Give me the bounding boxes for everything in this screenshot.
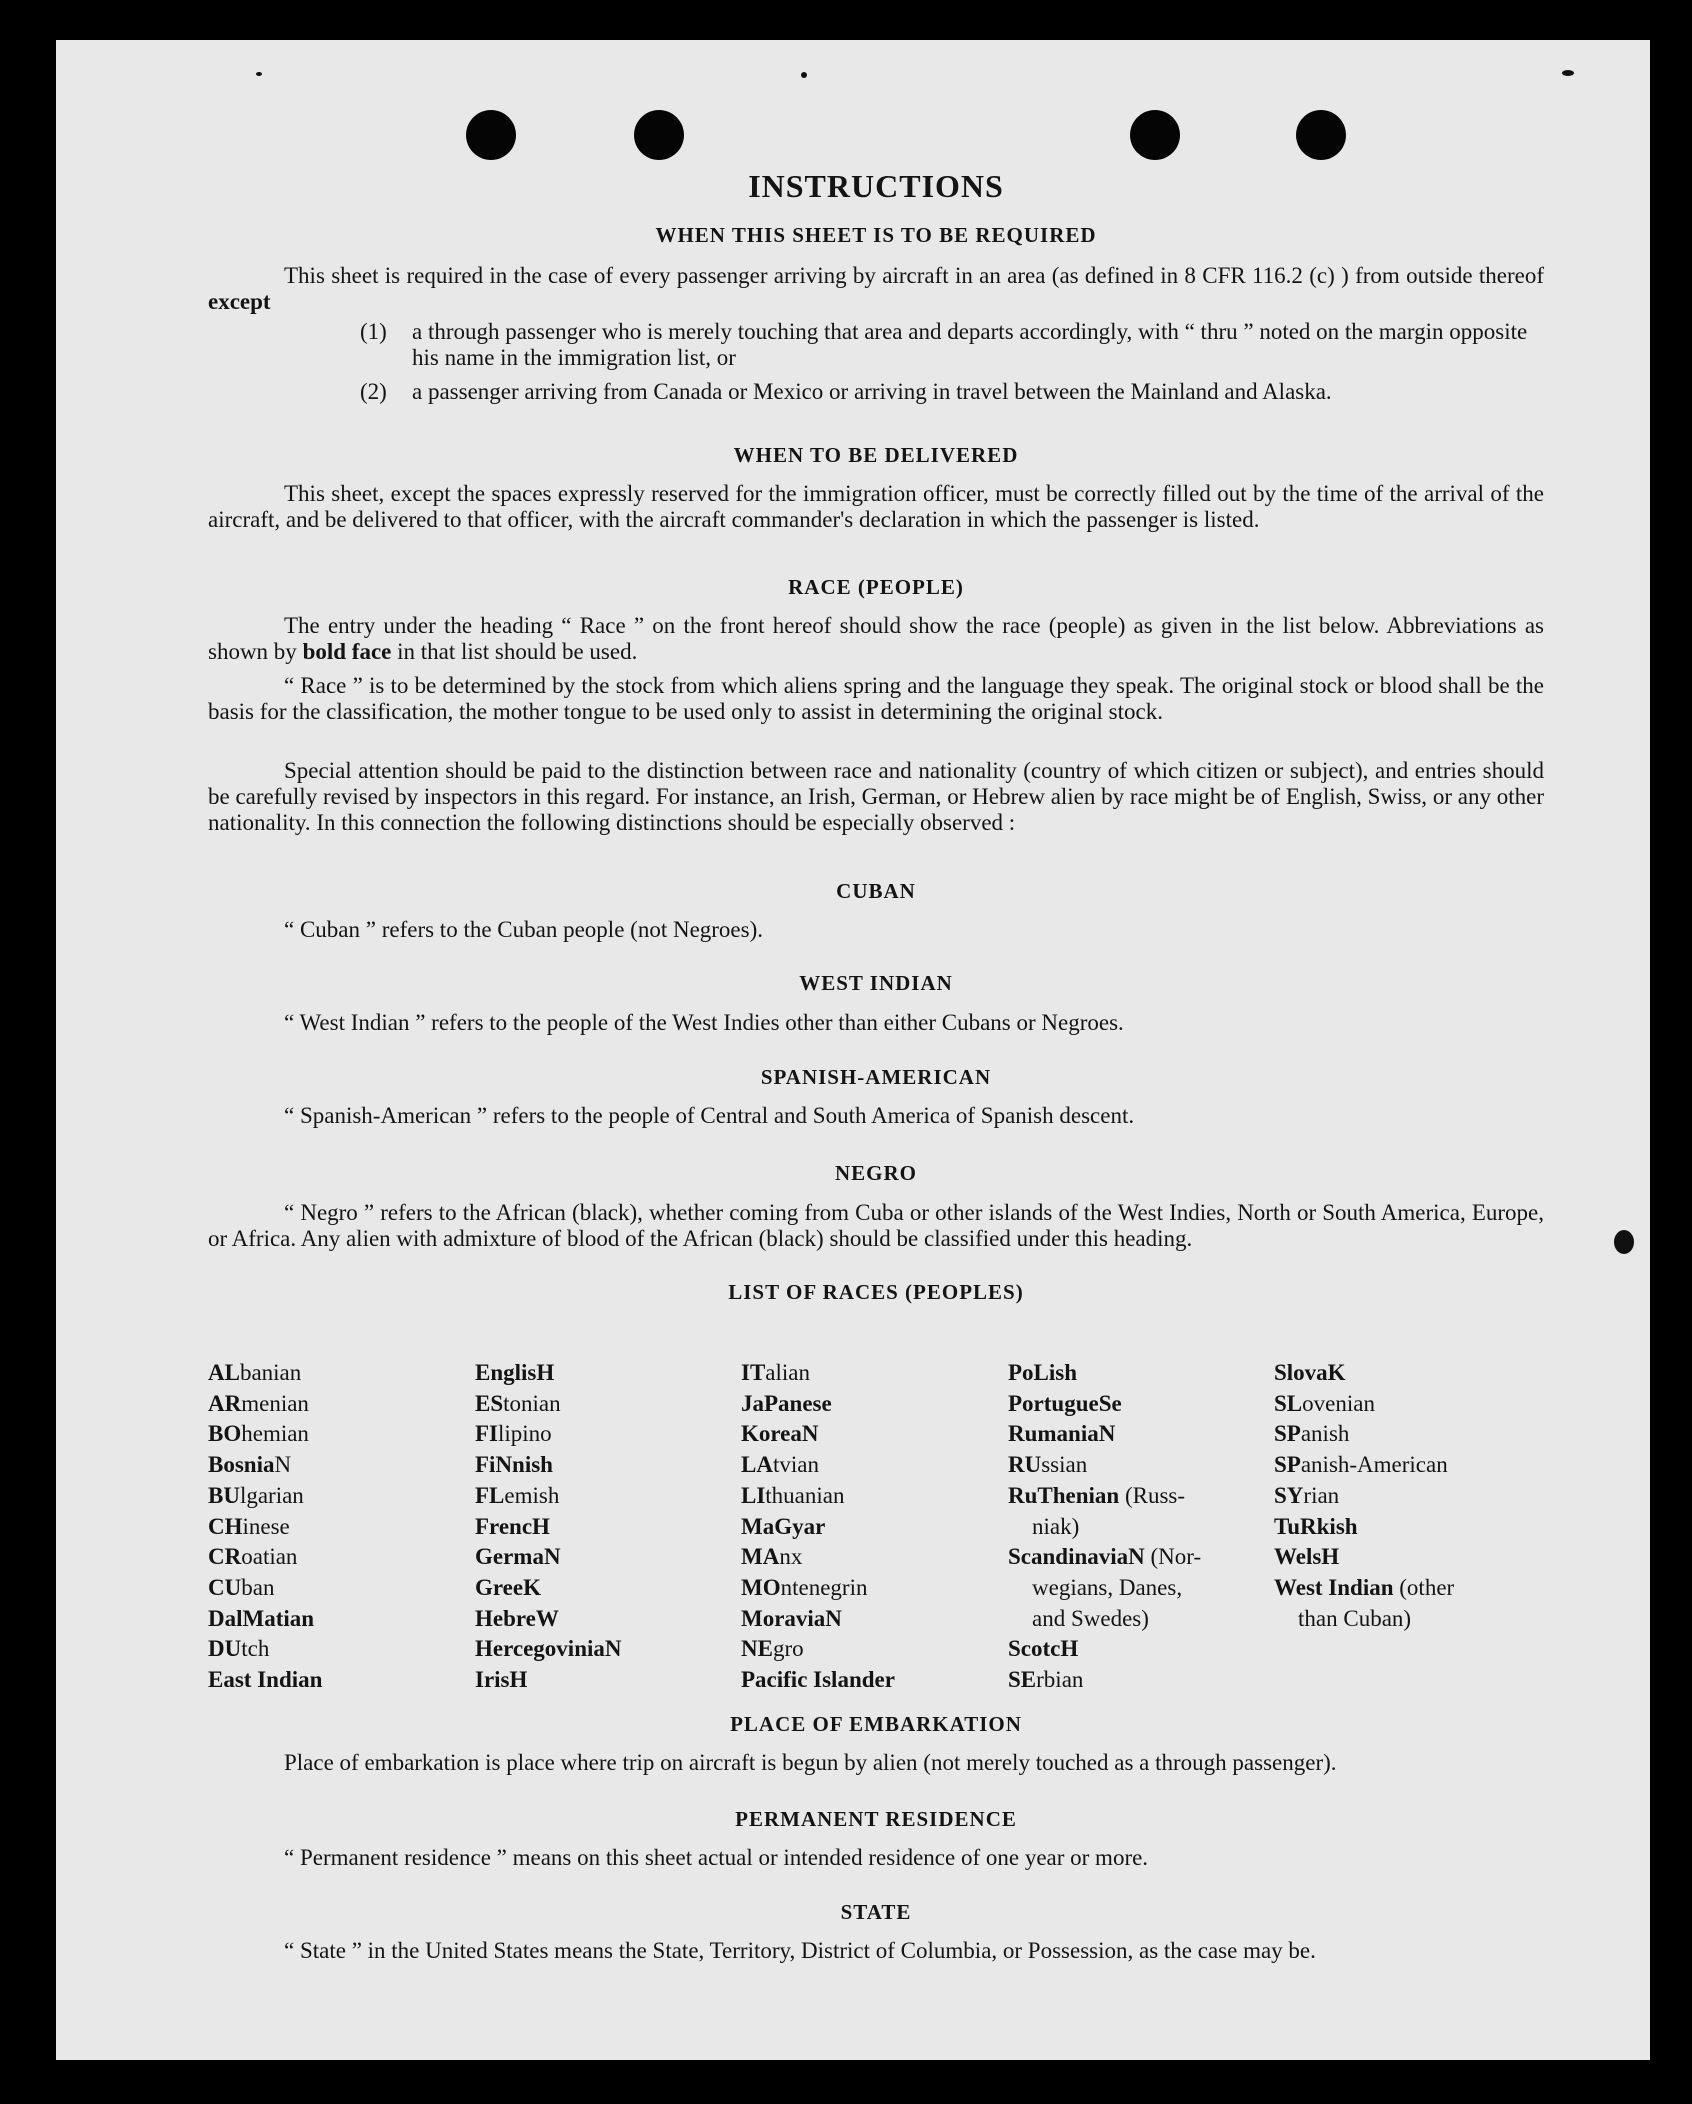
race-entry: BUlgarian bbox=[208, 1482, 304, 1508]
race-entry: GermaN bbox=[475, 1544, 561, 1570]
state-text: “ State ” in the United States means the State, Territory, District of Columbia, or Possession, as the case may be. bbox=[284, 1938, 1316, 1963]
race-entry: NEgro bbox=[741, 1636, 804, 1662]
race-entry: CHinese bbox=[208, 1513, 290, 1539]
race-entry: JaPanese bbox=[741, 1390, 832, 1416]
races-column bbox=[475, 1358, 745, 1696]
heading-state: STATE bbox=[840, 1900, 912, 1924]
race-entry: MAnx bbox=[741, 1544, 803, 1570]
punch-hole bbox=[634, 110, 684, 160]
race-entry: LIthuanian bbox=[741, 1482, 845, 1508]
race-entry: BosniaN bbox=[208, 1452, 292, 1478]
speck bbox=[1614, 1230, 1634, 1254]
race-entry: HercegoviniaN bbox=[475, 1636, 622, 1662]
page-title: INSTRUCTIONS bbox=[748, 168, 1004, 204]
race-entry: Pacific Islander bbox=[741, 1667, 895, 1693]
race-entry: East Indian bbox=[208, 1667, 323, 1693]
exception-item-1: (1) a through passenger who is merely touching that area and departs accordingly, with “ thru ” noted on the margin opposite his name in the immigration list, or bbox=[360, 319, 1528, 370]
race-entry: EnglisH bbox=[475, 1360, 555, 1385]
race-entry: SLovenian bbox=[1274, 1390, 1375, 1416]
exception-item-2: (2) a passenger arriving from Canada or Mexico or arriving in travel between the Mainland and Alaska. bbox=[360, 379, 1332, 404]
races-column bbox=[208, 1358, 478, 1696]
race-entry: DUtch bbox=[208, 1636, 270, 1662]
punch-hole bbox=[1130, 110, 1180, 160]
heading-west-indian: WEST INDIAN bbox=[799, 971, 953, 995]
cuban-text: “ Cuban ” refers to the Cuban people (not Negroes). bbox=[284, 917, 764, 942]
document-sheet bbox=[56, 40, 1650, 2060]
races-column bbox=[1008, 1358, 1278, 1696]
race-paragraph-3: Special attention should be paid to the distinction between race and nationality (country of which citizen or subject), and entries should be carefully revised by inspectors in this regard. For instance, an Irish, German, or Hebrew alien by race might be of English, Swiss, or any other nationality. In this connection the following distinctions should be especially observed : bbox=[208, 758, 1544, 835]
race-entry: HebreW bbox=[475, 1605, 559, 1631]
race-entry: EStonian bbox=[475, 1390, 561, 1416]
race-entry: RumaniaN bbox=[1008, 1421, 1116, 1447]
races-column bbox=[1274, 1358, 1544, 1634]
race-entry: ScandinaviaN (Nor- bbox=[1008, 1544, 1202, 1570]
speck bbox=[801, 72, 807, 78]
punch-hole bbox=[466, 110, 516, 160]
race-entry-continuation: than Cuban) bbox=[1298, 1605, 1412, 1631]
heading-race: RACE (PEOPLE) bbox=[788, 575, 964, 599]
race-entry-continuation: and Swedes) bbox=[1032, 1605, 1149, 1631]
race-entry: TuRkish bbox=[1274, 1513, 1358, 1539]
race-entry: PortugueSe bbox=[1008, 1390, 1122, 1416]
race-entry: SPanish bbox=[1274, 1421, 1350, 1447]
race-entry-continuation: wegians, Danes, bbox=[1032, 1574, 1183, 1600]
race-entry: RUssian bbox=[1008, 1452, 1088, 1478]
race-entry: MoraviaN bbox=[741, 1605, 842, 1631]
race-entry: WelsH bbox=[1274, 1544, 1340, 1570]
races-list bbox=[208, 1358, 1544, 1698]
heading-cuban: CUBAN bbox=[836, 879, 916, 903]
race-entry: KoreaN bbox=[741, 1421, 819, 1447]
race-entry: GreeK bbox=[475, 1574, 541, 1600]
race-entry: ARmenian bbox=[208, 1390, 309, 1416]
race-entry: ITalian bbox=[741, 1360, 810, 1385]
punch-hole bbox=[1296, 110, 1346, 160]
west-indian-text: “ West Indian ” refers to the people of the West Indies other than either Cubans or Negroes. bbox=[284, 1010, 1124, 1035]
race-entry: CRoatian bbox=[208, 1544, 298, 1570]
race-entry: CUban bbox=[208, 1574, 275, 1600]
heading-list-of-races: LIST OF RACES (PEOPLES) bbox=[728, 1280, 1024, 1304]
race-entry: BOhemian bbox=[208, 1421, 309, 1447]
speck bbox=[1562, 70, 1574, 76]
required-paragraph: This sheet is required in the case of every passenger arriving by aircraft in an area (as defined in 8 CFR 116.2 (c) ) from outside thereof except bbox=[208, 263, 1544, 314]
race-entry: FIlipino bbox=[475, 1421, 552, 1447]
race-entry: RuThenian (Russ- bbox=[1008, 1482, 1186, 1508]
race-entry: MOntenegrin bbox=[741, 1574, 868, 1600]
spanish-american-text: “ Spanish-American ” refers to the people of Central and South America of Spanish descent. bbox=[284, 1103, 1135, 1128]
race-entry: ALbanian bbox=[208, 1360, 302, 1385]
delivered-paragraph: This sheet, except the spaces expressly reserved for the immigration officer, must be correctly filled out by the time of the arrival of the aircraft, and be delivered to that officer, with the aircraft commander's declaration in which the passenger is listed. bbox=[208, 481, 1544, 532]
race-entry-continuation: niak) bbox=[1032, 1513, 1080, 1539]
race-entry: SYrian bbox=[1274, 1482, 1340, 1508]
heading-spanish-american: SPANISH-AMERICAN bbox=[760, 1065, 992, 1089]
race-entry: MaGyar bbox=[741, 1513, 826, 1539]
race-paragraph-1: The entry under the heading “ Race ” on the front hereof should show the race (people) as given in the list below. Abbreviations as shown by bold face in that list should be used. bbox=[208, 613, 1544, 664]
race-entry: FLemish bbox=[475, 1482, 560, 1508]
race-entry: FiNnish bbox=[475, 1452, 553, 1478]
heading-negro: NEGRO bbox=[834, 1161, 917, 1185]
heading-embarkation: PLACE OF EMBARKATION bbox=[730, 1712, 1022, 1736]
residence-text: “ Permanent residence ” means on this sheet actual or intended residence of one year or more. bbox=[284, 1845, 1149, 1870]
race-entry: SErbian bbox=[1008, 1667, 1084, 1693]
race-entry: LAtvian bbox=[741, 1452, 819, 1478]
race-entry: PoLish bbox=[1008, 1360, 1078, 1385]
embarkation-text: Place of embarkation is place where trip on aircraft is begun by alien (not merely touched as a through passenger). bbox=[284, 1750, 1337, 1775]
race-entry: SlovaK bbox=[1274, 1360, 1346, 1385]
race-entry: SPanish-American bbox=[1274, 1452, 1448, 1478]
heading-permanent-residence: PERMANENT RESIDENCE bbox=[735, 1807, 1017, 1831]
races-column bbox=[741, 1358, 1011, 1696]
race-entry: FrencH bbox=[475, 1513, 550, 1539]
race-entry: West Indian (other bbox=[1274, 1574, 1455, 1600]
heading-delivered: WHEN TO BE DELIVERED bbox=[733, 443, 1019, 467]
speck bbox=[256, 72, 262, 76]
race-entry: IrisH bbox=[475, 1667, 528, 1693]
heading-required: WHEN THIS SHEET IS TO BE REQUIRED bbox=[655, 223, 1097, 247]
race-entry: DalMatian bbox=[208, 1605, 315, 1631]
negro-text: “ Negro ” refers to the African (black), whether coming from Cuba or other islands of the West Indies, North or South America, Europe, or Africa. Any alien with admixture of blood of the African (black) should be classified under this heading. bbox=[208, 1200, 1544, 1251]
race-paragraph-2: “ Race ” is to be determined by the stock from which aliens spring and the language they speak. The original stock or blood shall be the basis for the classification, the mother tongue to be used only to assist in determining the original stock. bbox=[208, 673, 1544, 724]
race-entry: ScotcH bbox=[1008, 1636, 1079, 1662]
